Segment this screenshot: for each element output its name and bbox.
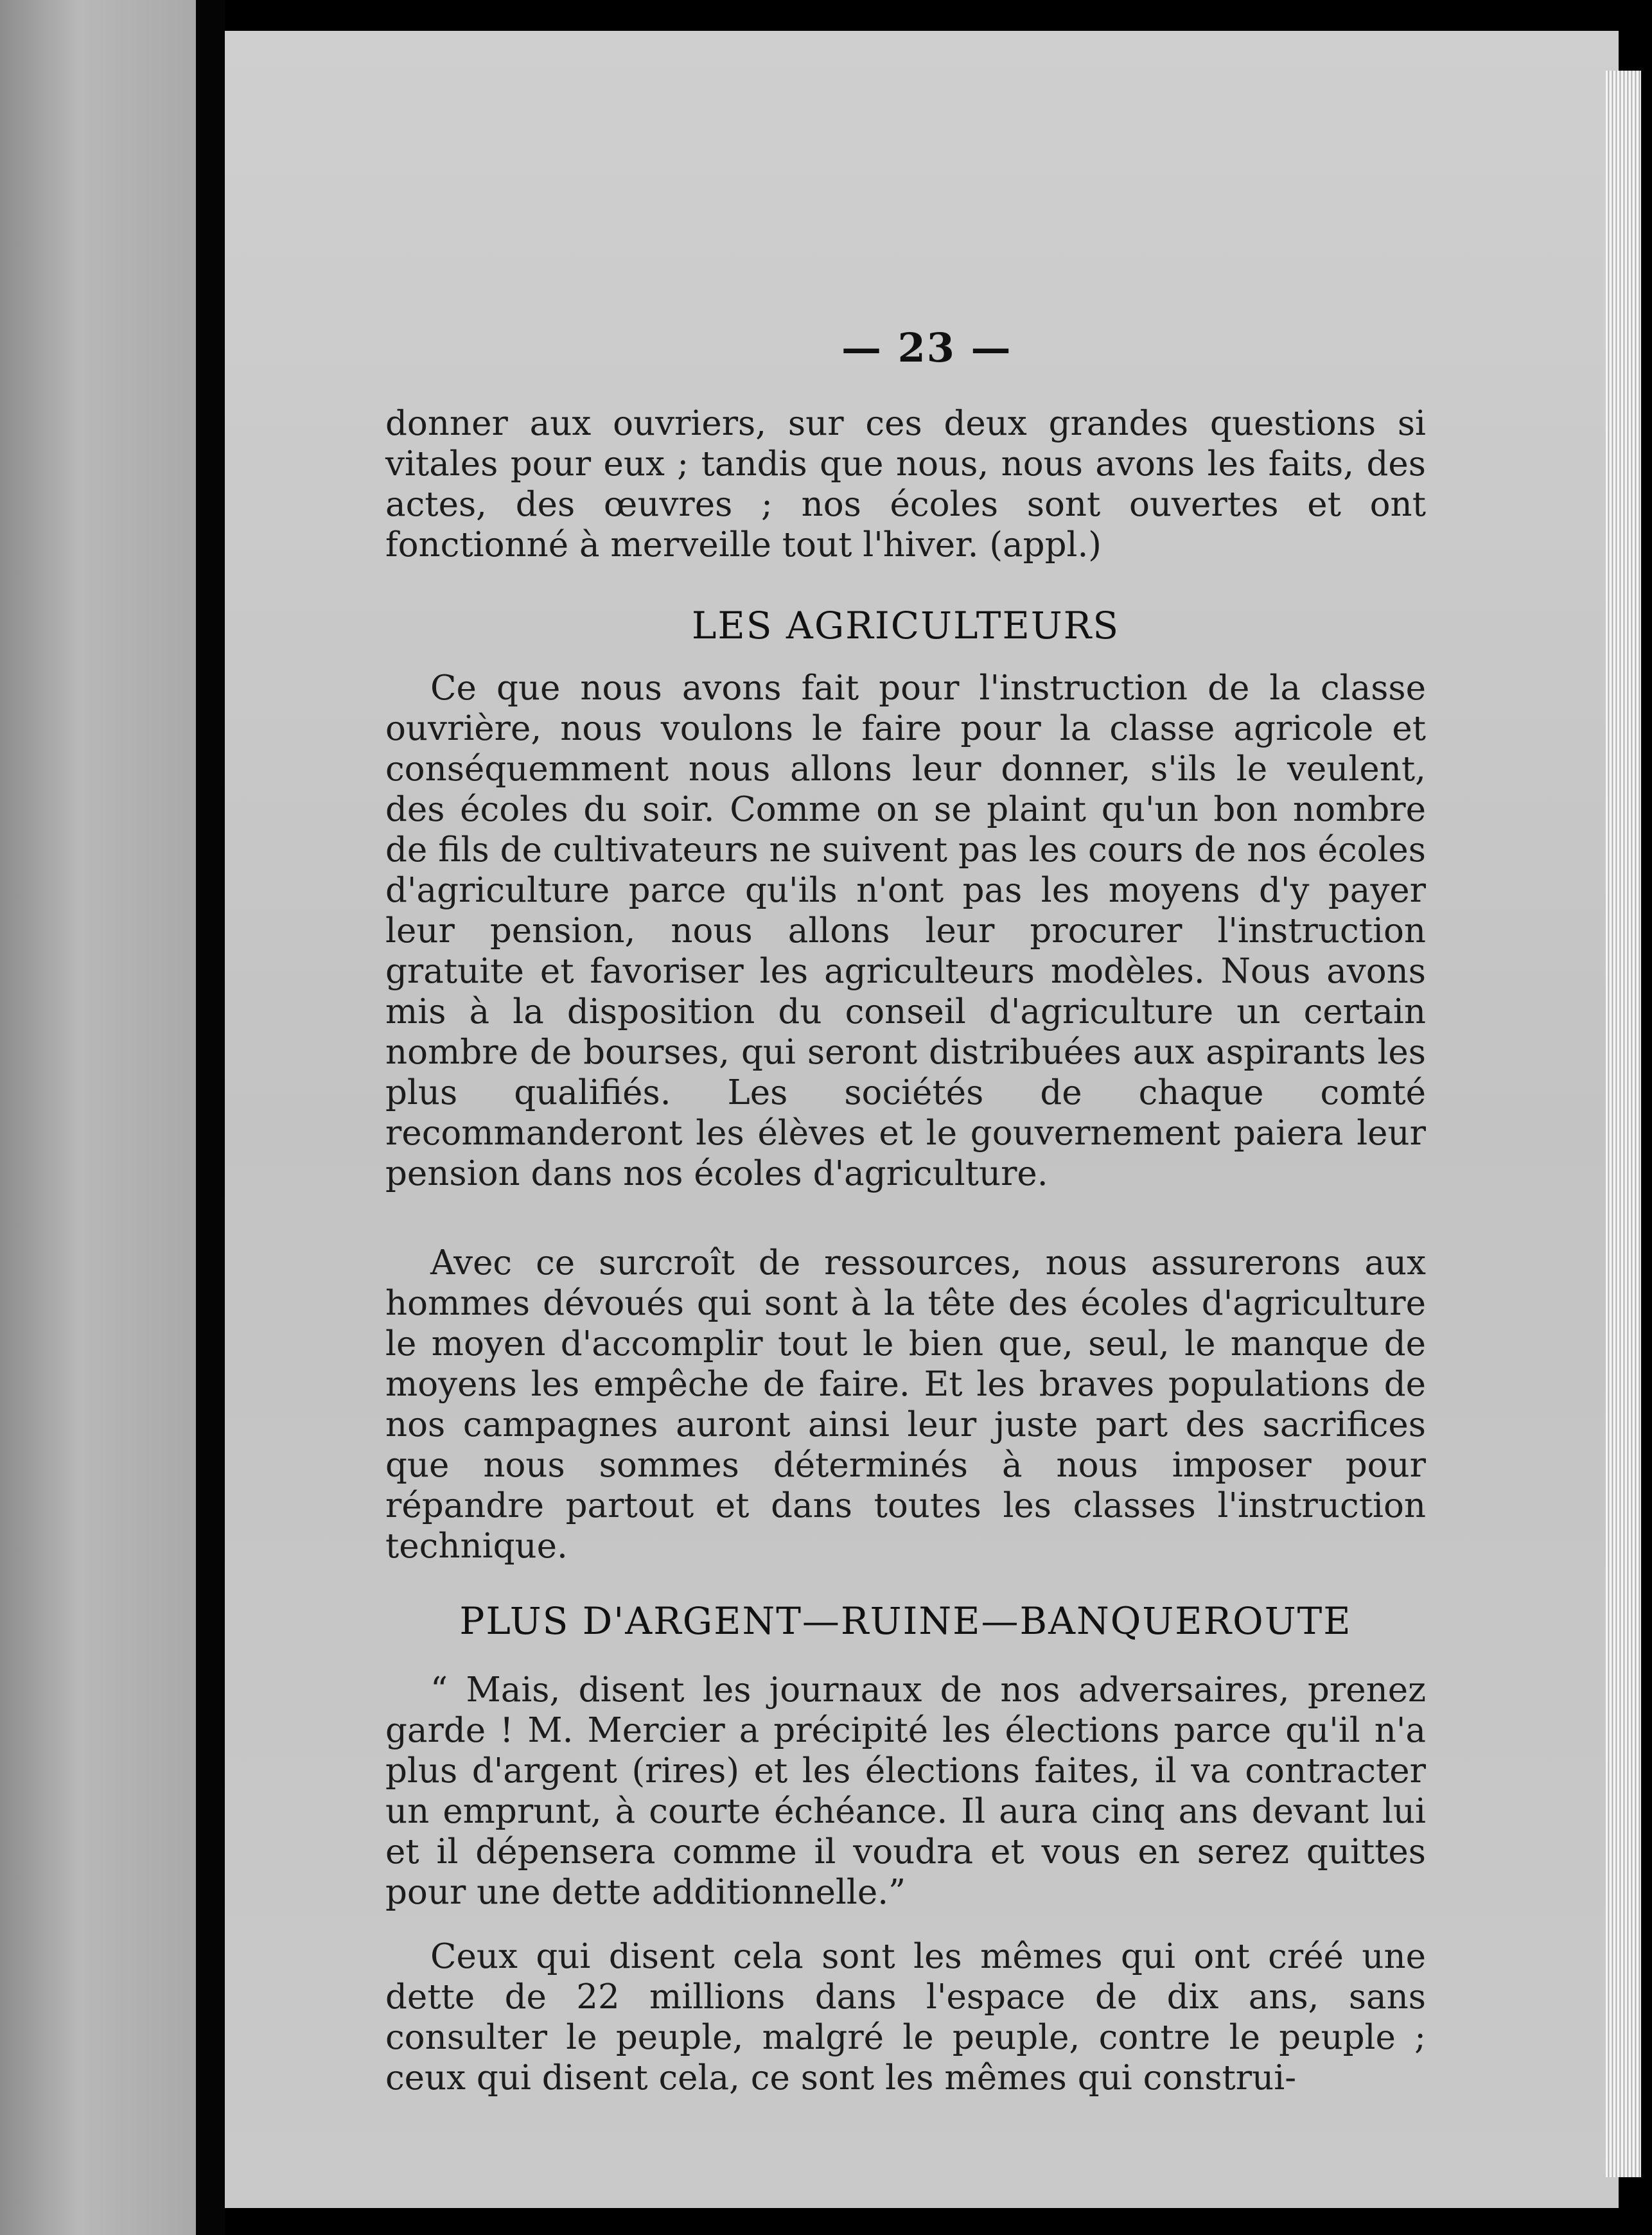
page-gutter — [196, 0, 225, 2235]
heading-agriculteurs: LES AGRICULTEURS — [691, 604, 1120, 647]
paragraph-argent-1: “ Mais, disent les journaux de nos adversaires, prenez garde ! M. Mercier a précipité les élections parce qu'il n'a plus d'argent (rires) et les élections faites, il va contracter un emprunt, à courte échéance. Il aura cinq ans devant lui et il dépensera comme il voudra et vous en serez quittes pour une dette additionnelle.” — [385, 1670, 1426, 1912]
heading-argent: PLUS D'ARGENT—RUINE—BANQUEROUTE — [459, 1599, 1352, 1643]
paragraph-intro: donner aux ouvriers, sur ces deux grandes questions si vitales pour eux ; tandis que nous, nous avons les faits, des actes, des œuvres ; nos écoles sont ouvertes et ont fonctionné à merveille tout l'hiver. (appl.) — [385, 404, 1426, 565]
left-page-edge — [0, 0, 196, 2235]
paragraph-agriculteurs-2: Avec ce surcroît de ressources, nous assurerons aux hommes dévoués qui sont à la tête des écoles d'agriculture le moyen d'accomplir tout le bien que, seul, le manque de moyens les empêche de faire. Et les braves populations de nos campagnes auront ainsi leur juste part des sacrifices que nous sommes déterminés à nous imposer pour répandre partout et dans toutes les classes l'instruction technique. — [385, 1243, 1426, 1566]
page-number: — 23 — — [841, 324, 1012, 371]
page-stack-edges — [1606, 71, 1644, 2177]
scan-border — [1641, 0, 1652, 2235]
paragraph-argent-2: Ceux qui disent cela sont les mêmes qui ont créé une dette de 22 millions dans l'espace de dix ans, sans consulter le peuple, malgré le peuple, contre le peuple ; ceux qui disent cela, ce sont les mêmes qui construi- — [385, 1937, 1426, 2098]
paragraph-agriculteurs-1: Ce que nous avons fait pour l'instruction de la classe ouvrière, nous voulons le faire pour la classe agricole et conséquemment nous allons leur donner, s'ils le veulent, des écoles du soir. Comme on se plaint qu'un bon nombre de fils de cultivateurs ne suivent pas les cours de nos écoles d'agriculture parce qu'ils n'ont pas les moyens d'y payer leur pension, nous allons leur procurer l'instruction gratuite et favoriser les agriculteurs modèles. Nous avons mis à la disposition du conseil d'agriculture un certain nombre de bourses, qui seront distribuées aux aspirants les plus qualifiés. Les sociétés de chaque comté recommanderont les élèves et le gouvernement paiera leur pension dans nos écoles d'agriculture. — [385, 669, 1426, 1193]
